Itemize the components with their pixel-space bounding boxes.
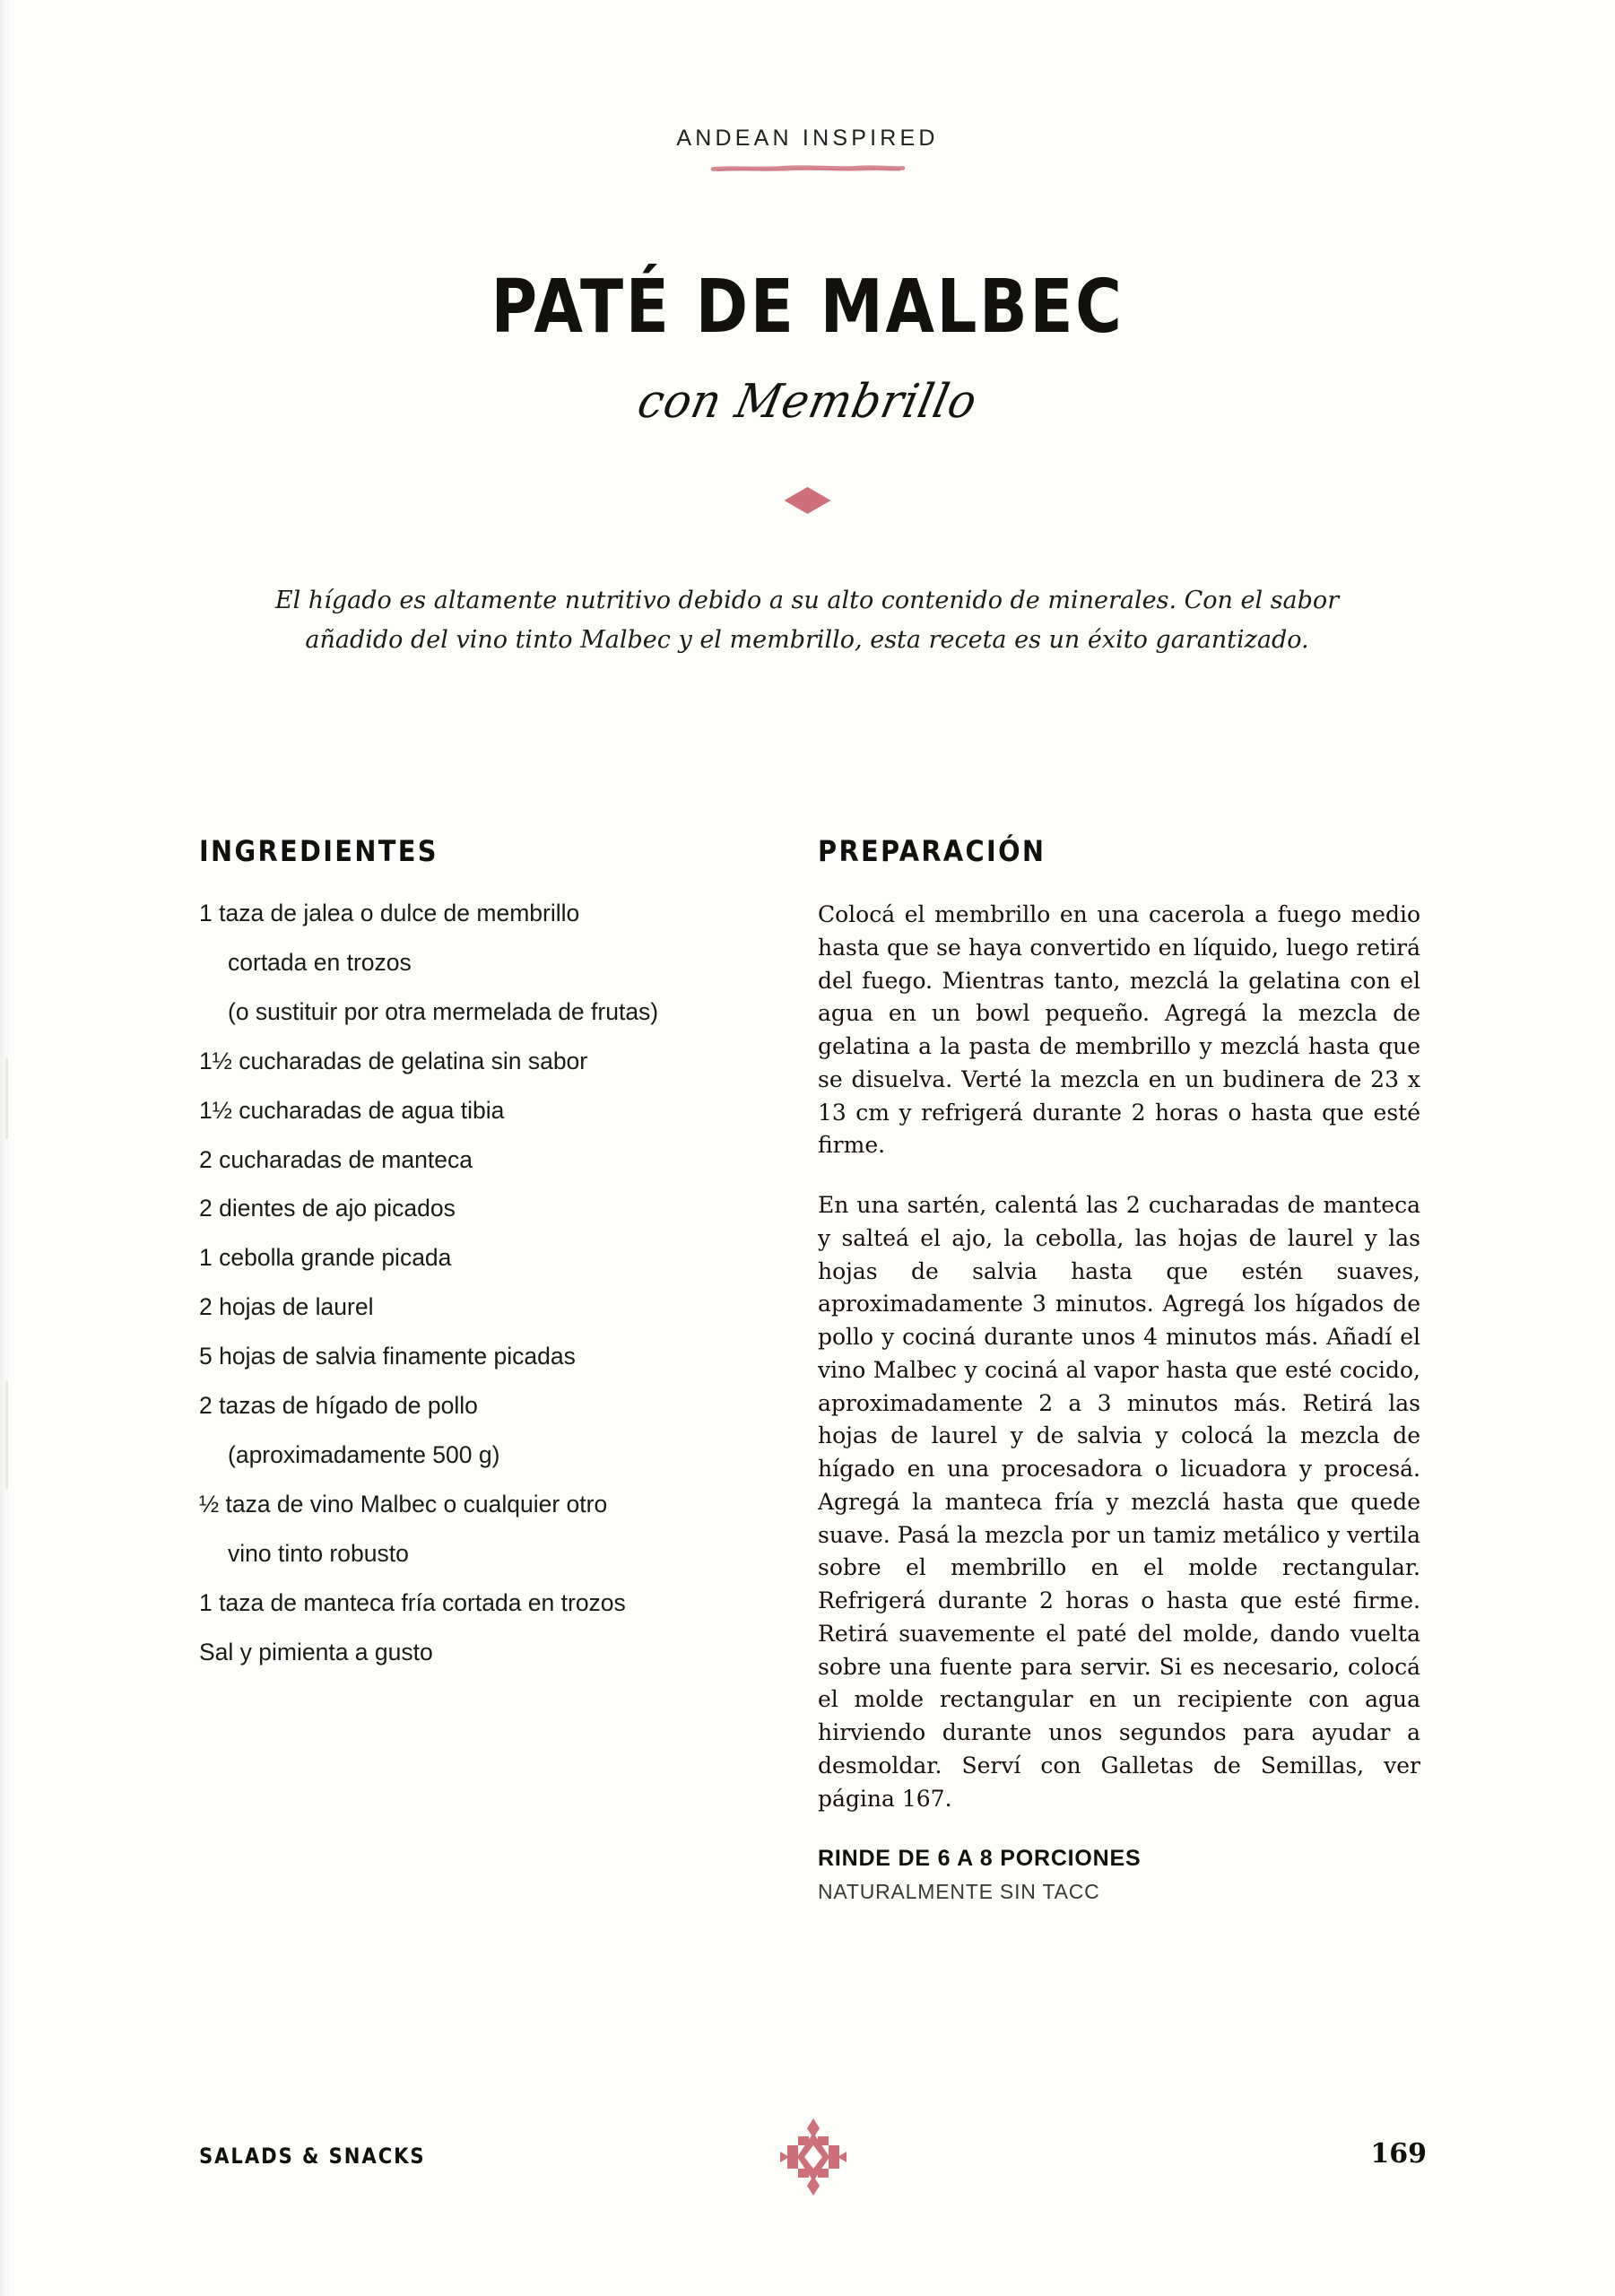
- ingredient-item: 2 dientes de ajo picados: [199, 1195, 456, 1222]
- ingredient-item: 2 tazas de hígado de pollo: [199, 1392, 478, 1420]
- ingredient-item: 2 hojas de laurel: [199, 1293, 374, 1321]
- ornament-block: [0, 487, 1615, 518]
- preparation-heading: PREPARACIÓN: [818, 834, 1046, 868]
- recipe-intro-text: El hígado es altamente nutritivo debido a su alto contenido de minerales. Con el sabor añadido del vino tinto Malbec y el membrillo, esta receta es un éxito garantizado.: [274, 587, 1340, 654]
- ingredient-item: 2 cucharadas de manteca: [199, 1145, 473, 1173]
- preparation-paragraphs: [818, 899, 1420, 1815]
- scan-tick-top: [5, 1058, 8, 1139]
- ingredients-heading: INGREDIENTES: [199, 834, 438, 868]
- ingredient-item: 1 taza de manteca fría cortada en trozos: [199, 1588, 626, 1616]
- ingredient-item: vino tinto robusto: [228, 1539, 409, 1567]
- ingredient-item: (aproximadamente 500 g): [228, 1440, 500, 1468]
- yield-block: [818, 1846, 1420, 1904]
- recipe-subtitle-script: con Membrillo: [632, 375, 983, 429]
- kicker-brush-rule-icon: [710, 164, 906, 172]
- running-head-label: SALADS & SNACKS: [199, 2144, 426, 2169]
- preparation-paragraph: En una sartén, calentá las 2 cucharadas de manteca y salteá el ajo, la cebolla, las hojas de laurel y las hojas de salvia hasta que estén suaves, aproximadamente 3 minutos. Agregá los hígados de pollo y cociná durante unos 4 minutos más. Añadí el vino Malbec y cociná al vapor hasta que esté cocido, aproximadamente 2 a 3 minutos más. Retirá las hojas de laurel y de salvia y colocá la mezcla de hígado en una procesadora o licuadora y procesá. Agregá la manteca fría y mezclá hasta que quede suave. Pasá la mezcla por un tamiz metálico y vertila sobre el membrillo en el molde rectangular. Refrigerá durante 2 horas o hasta que esté firme. Retirá suavemente el paté del molde, dando vuelta sobre una fuente para servir. Si es necesario, colocá el molde rectangular en un recipiente con agua hirviendo durante unos segundos para ayudar a desmoldar. Serví con Galletas de Semillas, ver página 167.: [818, 1192, 1420, 1812]
- preparation-column: [818, 834, 1420, 1904]
- recipe-title: PATÉ DE MALBEC: [491, 265, 1124, 350]
- ingredients-column: [199, 834, 737, 1687]
- scan-tick-bottom: [5, 1381, 8, 1489]
- page-number-label: 169: [1370, 2138, 1427, 2170]
- ingredient-item: cortada en trozos: [228, 948, 412, 976]
- ingredient-item: (o sustituir por otra mermelada de frutas): [228, 997, 659, 1025]
- ingredient-item: 1 cebolla grande picada: [199, 1244, 452, 1272]
- page-footer: [199, 2131, 1427, 2181]
- ingredient-item: 1 taza de jalea o dulce de membrillo: [199, 900, 580, 926]
- scan-edge-shadow: [0, 0, 13, 2296]
- ingredients-list: [199, 899, 737, 1668]
- ingredient-item: 1½ cucharadas de gelatina sin sabor: [199, 1047, 588, 1074]
- ingredient-item: ½ taza de vino Malbec o cualquier otro: [199, 1490, 608, 1518]
- yield-label: RINDE DE 6 A 8 PORCIONES: [818, 1846, 1142, 1872]
- kicker-label: ANDEAN INSPIRED: [676, 126, 939, 151]
- ingredient-item: 5 hojas de salvia finamente picadas: [199, 1343, 576, 1370]
- preparation-paragraph: Colocá el membrillo en una cacerola a fuego medio hasta que se haya convertido en líquido, luego retirá del fuego. Mientras tanto, mezclá la gelatina con el agua en un bowl pequeño. Agregá la mezcla de gelatina a la pasta de membrillo y mezclá hasta que se disuelva. Verté la mezcla en un budinera de 23 x 13 cm y refrigerá durante 2 horas o hasta que esté firme.: [818, 901, 1420, 1159]
- ingredient-item: 1½ cucharadas de agua tibia: [199, 1096, 505, 1124]
- rose-diamond-ornament-icon: [785, 487, 831, 514]
- ingredient-item: Sal y pimienta a gusto: [199, 1638, 433, 1665]
- dietary-note-label: NATURALMENTE SIN TACC: [818, 1880, 1100, 1904]
- andean-stepped-diamond-motif-icon: [780, 2118, 847, 2196]
- kicker-block: [0, 126, 1615, 172]
